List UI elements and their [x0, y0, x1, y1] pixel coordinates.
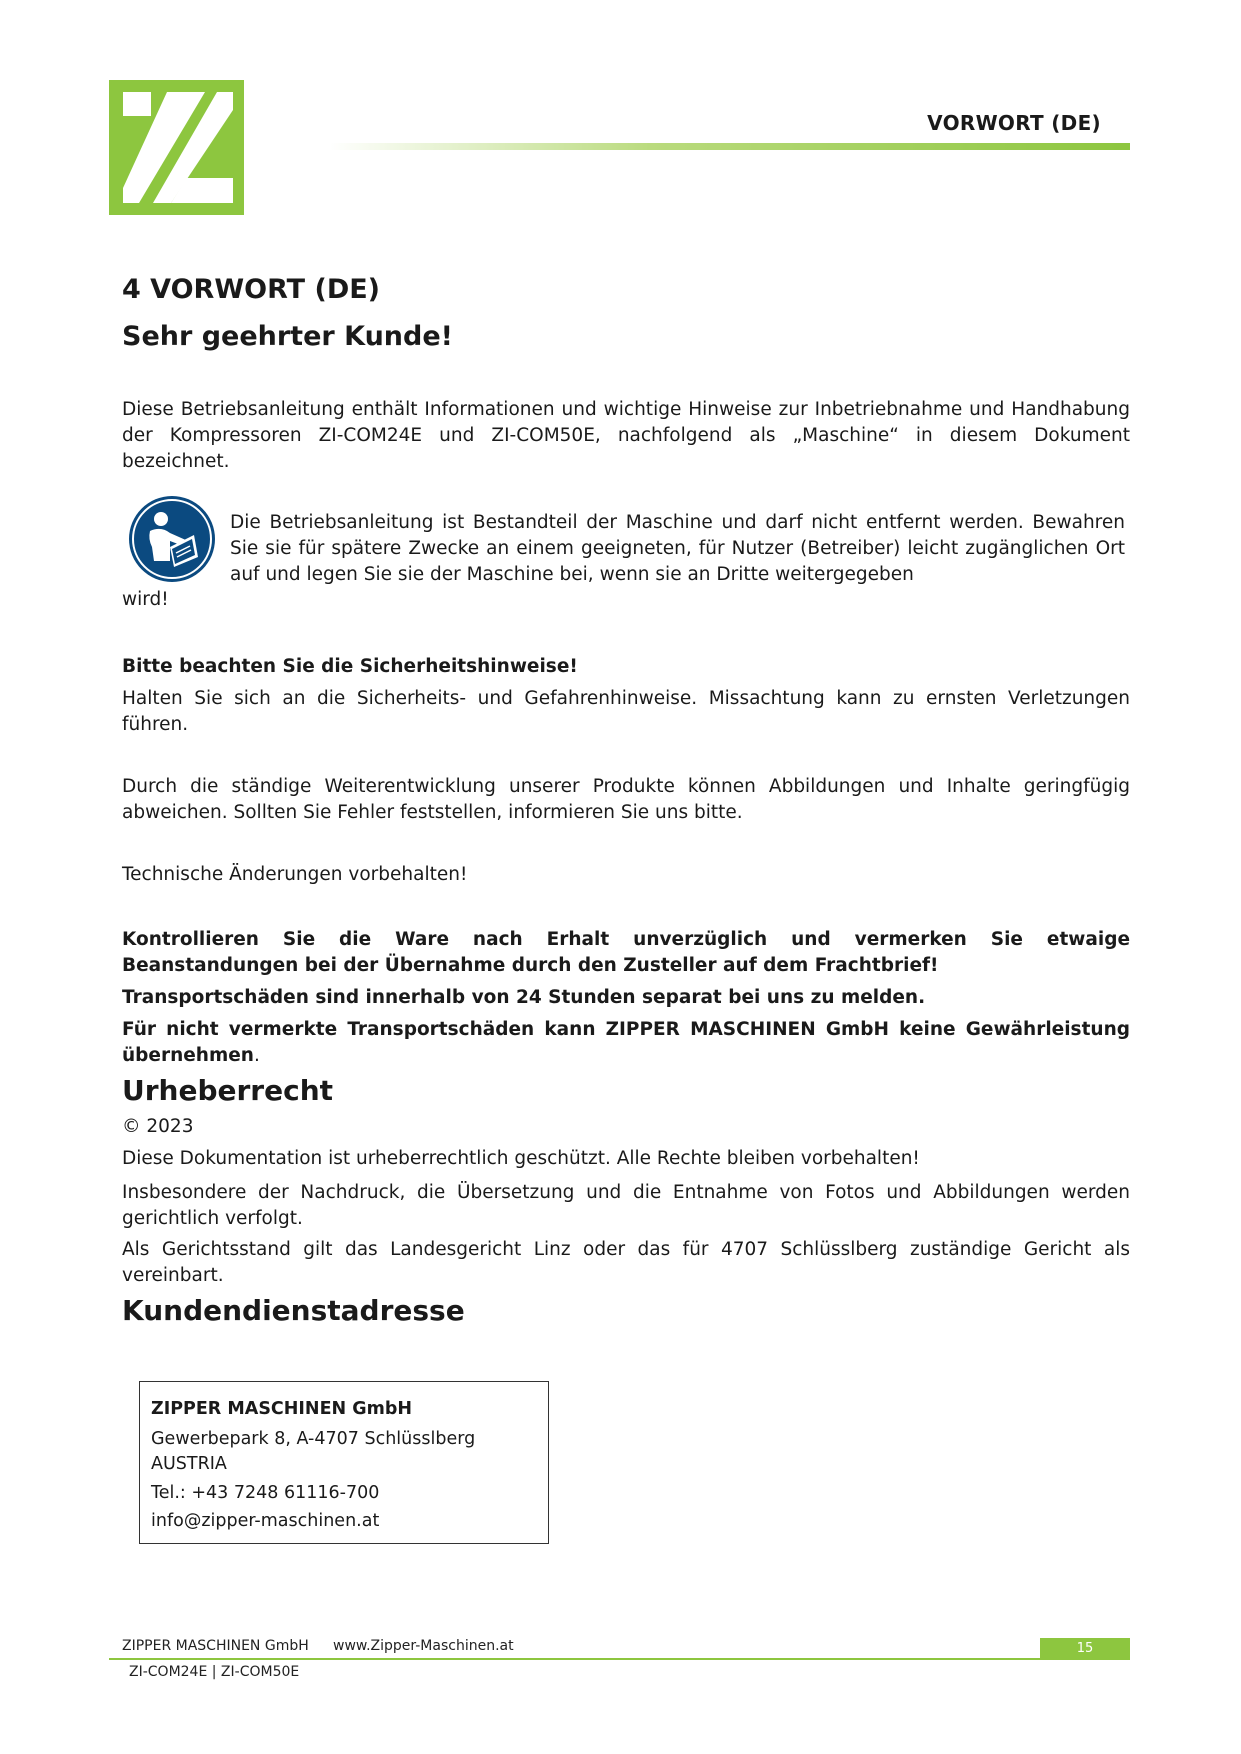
safety-text: Halten Sie sich an die Sicherheits- und Gefahrenhinweise. Missachtung kann zu ernsten Verletzungen führen. — [122, 688, 1130, 735]
service-street: Gewerbepark 8, A-4707 Schlüsslberg — [151, 1429, 476, 1449]
service-heading: Kundendienstadresse — [122, 1294, 465, 1327]
footer-divider — [109, 1658, 1130, 1660]
service-email[interactable]: info@zipper-maschinen.at — [151, 1511, 380, 1531]
no-warranty-notice — [122, 1017, 1130, 1069]
page-number: 15 — [1040, 1638, 1130, 1659]
header-title: VORWORT (DE) — [927, 111, 1101, 135]
transport-damage-notice: Transportschäden sind innerhalb von 24 Stunden separat bei uns zu melden. — [122, 987, 926, 1008]
no-warranty-text: Für nicht vermerkte Transportschäden kann ZIPPER MASCHINEN GmbH keine Gewährleistung übernehmen — [122, 1019, 1130, 1066]
service-phone: Tel.: +43 7248 61116-700 — [151, 1483, 380, 1503]
service-company: ZIPPER MASCHINEN GmbH — [151, 1399, 413, 1419]
greeting-heading: Sehr geehrter Kunde! — [122, 321, 453, 352]
footer-company: ZIPPER MASCHINEN GmbH — [122, 1638, 309, 1654]
technical-changes: Technische Änderungen vorbehalten! — [122, 864, 468, 885]
copyright-year: © 2023 — [122, 1116, 194, 1137]
copyright-jurisdiction: Als Gerichtsstand gilt das Landesgericht Linz oder das für 4707 Schlüsslberg zuständige Gericht als vereinbart. — [122, 1239, 1130, 1286]
no-warranty-end: . — [253, 1045, 260, 1066]
service-country: AUSTRIA — [151, 1454, 227, 1474]
intro-paragraph: Diese Betriebsanleitung enthält Informationen und wichtige Hinweise zur Inbetriebnahme und Handhabung der Kompressoren ZI-COM24E und ZI-COM50E, nachfolgend als „Maschine“ in diesem Dokument bezeichnet. — [122, 399, 1130, 472]
section-heading: 4 VORWORT (DE) — [122, 274, 381, 305]
safety-heading: Bitte beachten Sie die Sicherheitshinweise! — [122, 656, 578, 677]
zipper-logo — [109, 80, 244, 215]
copyright-reprint: Insbesondere der Nachdruck, die Übersetzung und die Entnahme von Fotos und Abbildungen werden gerichtlich verfolgt. — [122, 1182, 1130, 1229]
copyright-protected: Diese Dokumentation ist urheberrechtlich geschützt. Alle Rechte bleiben vorbehalten! — [122, 1148, 920, 1169]
header-divider — [330, 143, 1130, 150]
service-address-box — [139, 1381, 549, 1544]
read-manual-icon — [128, 495, 216, 583]
footer-website[interactable]: www.Zipper-Maschinen.at — [333, 1638, 514, 1654]
check-goods-notice: Kontrollieren Sie die Ware nach Erhalt unverzüglich und vermerken Sie etwaige Beanstandungen bei der Übernahme durch den Zusteller auf dem Frachtbrief! — [122, 929, 1130, 976]
manual-notice-end: wird! — [122, 589, 169, 610]
copyright-heading: Urheberrecht — [122, 1074, 334, 1107]
development-text: Durch die ständige Weiterentwicklung unserer Produkte können Abbildungen und Inhalte geringfügig abweichen. Sollten Sie Fehler feststellen, informieren Sie uns bitte. — [122, 776, 1130, 823]
manual-notice: Die Betriebsanleitung ist Bestandteil der Maschine und darf nicht entfernt werden. Bewahren Sie sie für spätere Zwecke an einem geeigneten, für Nutzer (Betreiber) leicht zugänglichen Ort auf und legen Sie sie der Maschine bei, wenn sie an Dritte weitergegeben — [230, 512, 1125, 585]
footer-models: ZI-COM24E | ZI-COM50E — [129, 1664, 300, 1680]
